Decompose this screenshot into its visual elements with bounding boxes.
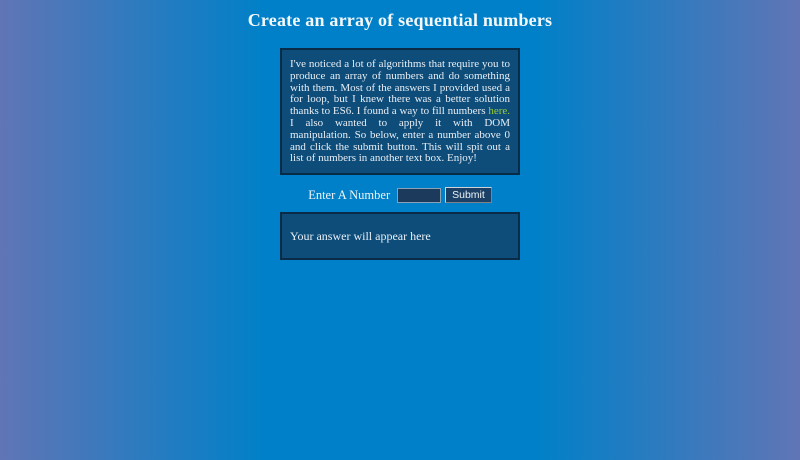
main-content	[280, 48, 520, 260]
here-link[interactable]: here.	[488, 105, 510, 118]
intro-panel	[280, 48, 520, 175]
submit-button[interactable]: Submit	[445, 187, 492, 203]
page-title: Create an array of sequential numbers	[247, 10, 553, 30]
number-form	[280, 187, 520, 203]
answer-panel	[280, 212, 520, 260]
number-input[interactable]	[397, 188, 441, 203]
enter-number-label: Enter A Number	[308, 187, 391, 202]
answer-placeholder-text: Your answer will appear here	[290, 228, 431, 243]
intro-text-before-link: I've noticed a lot of algorithms that require you to produce an array of numbers and do something with them. Most of the answers I provided used a for loop, but I knew there was a better solution thanks to ES6. I found a way to fill numbers	[290, 58, 510, 118]
intro-text-after-link: I also wanted to apply it with DOM manipulation. So below, enter a number above 0 and click the submit button. This will spit out a list of numbers in another text box. Enjoy!	[290, 116, 510, 165]
